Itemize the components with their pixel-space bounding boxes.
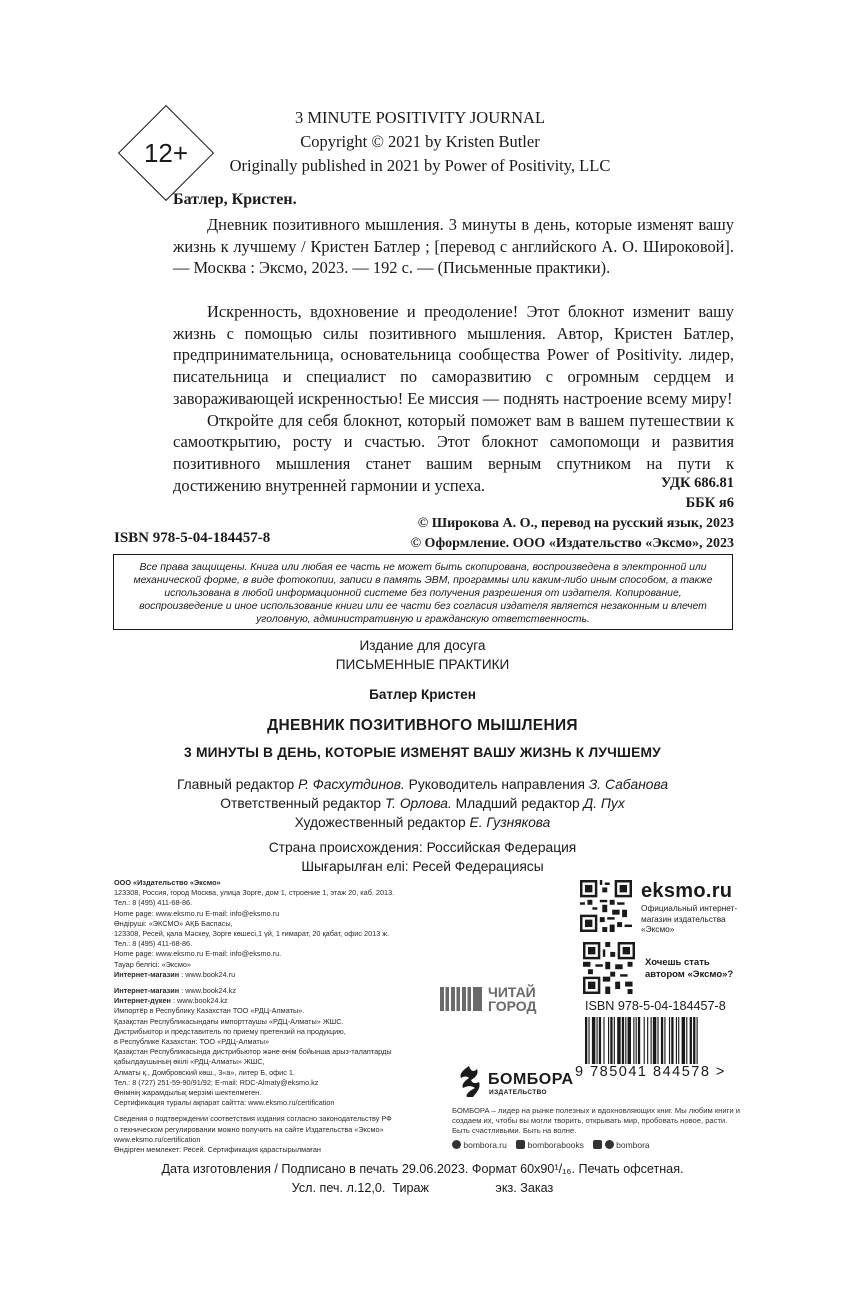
bombora-logo-sub: ИЗДАТЕЛЬСТВО [489, 1089, 548, 1096]
bombora-socials [452, 1140, 650, 1150]
imprint-conformity-2: о техническом регулировании можно получить на сайте Издательства «Эксмо» [114, 1124, 384, 1134]
barcode-bar [682, 1017, 685, 1069]
barcode-bar [644, 1017, 645, 1069]
social-vk[interactable]: bomborabooks [527, 1140, 584, 1150]
imprint-distributor-ru: Дистрибьютор и представитель по приему претензий на продукцию, [114, 1026, 346, 1036]
barcode-bar [653, 1017, 656, 1069]
barcode-bar [690, 1017, 692, 1069]
rights-notice-box [113, 554, 733, 630]
barcode-bar [608, 1017, 609, 1069]
responsible-editor-name: Т. Орлова. [384, 796, 452, 811]
staff-line-2 [0, 794, 845, 813]
imprint-shop-ru [114, 970, 444, 980]
catalog-entry [173, 214, 734, 279]
imprint-web-2: Home page: www.eksmo.ru E-mail: info@eksmo.ru. [114, 949, 282, 959]
bbk-code: ББК я6 [685, 495, 734, 511]
author-cta: Хочешь стать автором «Эксмо»? [645, 957, 734, 980]
imprint-validity: Өнімнің жарамдылық мерзімі шектелмеген. [114, 1088, 262, 1098]
barcode-bar [633, 1017, 634, 1069]
original-copyright: Copyright © 2021 by Kristen Butler [300, 132, 540, 151]
barcode-bar [614, 1017, 615, 1069]
eksmo-site-label: eksmo.ru [641, 880, 733, 902]
barcode-bar [625, 1017, 626, 1069]
imprint-distributor-kz-2: қабылдаушының өкілі «РДЦ-Алматы» ЖШС, [114, 1057, 265, 1067]
imprint-address-kz: 123308, Ресей, қала Мәскеу, Зорге көшесі,1 үй, 1 ғимарат, 20 қабат, офис 2013 ж. [114, 929, 390, 939]
shop2-label: Интернет-магазин [114, 986, 180, 996]
shop3-value: : www.book24.kz [170, 996, 228, 1006]
bombora-logo-text: БОМБОРА [488, 1071, 574, 1088]
social-messengers[interactable]: bombora [616, 1140, 650, 1150]
bombora-desc: БОМБОРА – лидер на рынке полезных и вдохновляющих книг. Мы любим книги и создаем их, чтобы вы могли творить, открывать мир, пробовать новое, расти. Быть счастливыми. Быть на волне. [452, 1106, 740, 1135]
copyright-design: © Оформление. ООО «Издательство «Эксмо», 2023 [410, 536, 734, 551]
shop3-label: Интернет-дүкен [114, 996, 171, 1006]
imprint-origin-kz: Өндірген мемлекет: Ресей. Сертификация қарастырылмаған [114, 1145, 321, 1155]
imprint-manufacturer-kz: Өндіруші: «ЭКСМО» АҚБ Баспасы, [114, 918, 233, 928]
imprint-address-almaty: Алматы қ., Домбровский көш., 3«а», литер Б, офис 1. [114, 1067, 296, 1077]
imprint-conformity-1: Сведения о подтверждении соответствия издания согласно законодательству РФ [114, 1114, 392, 1124]
art-editor-name: Е. Гузнякова [469, 815, 551, 830]
barcode-bar [664, 1017, 665, 1069]
imprint-cert-kz: Сертификация туралы ақпарат сайтта: www.eksmo.ru/certification [114, 1098, 335, 1108]
annotation [173, 301, 734, 496]
barcode-bar [651, 1017, 652, 1069]
edition-title: ДНЕВНИК ПОЗИТИВНОГО МЫШЛЕНИЯ [267, 717, 578, 734]
social-site[interactable]: bombora.ru [463, 1140, 507, 1150]
imprint-distributor-ru-2: в Республике Казахстан: ТОО «РДЦ-Алматы» [114, 1037, 270, 1047]
country-origin-kz: Шығарылған елі: Ресей Федерациясы [301, 859, 544, 874]
original-publisher: Originally published in 2021 by Power of Positivity, LLC [229, 156, 611, 175]
telegram-icon [605, 1140, 614, 1149]
barcode-bar [636, 1017, 637, 1069]
shop2-value: : www.book24.kz [179, 986, 236, 996]
responsible-editor-label: Ответственный редактор [220, 796, 382, 811]
catalog-entry-text: Дневник позитивного мышления. 3 минуты в день, которые изменят вашу жизнь к лучшему / Кристен Батлер ; [перевод с английского А. О. Широковой]. — Москва : Эксмо, 2023. — 192 с. — (Письменные практики). [173, 215, 734, 278]
print-info-line-2: Усл. печ. л.12,0. Тираж экз. Заказ [291, 1181, 554, 1195]
udk-code: УДК 686.81 [660, 475, 734, 491]
edition-subtitle: 3 МИНУТЫ В ДЕНЬ, КОТОРЫЕ ИЗМЕНЯТ ВАШУ ЖИЗНЬ К ЛУЧШЕМУ [184, 745, 661, 760]
annotation-paragraph-2: Откройте для себя блокнот, который поможет вам в вашем путешествии к самооткрытию, росту и счастью. Этот блокнот самопомощи и развития позитивного мышления станет вашим верным спутником на пути к достижению внутренней гармонии и успеха. [173, 410, 734, 495]
author-qr-code [583, 942, 635, 994]
imprint-importer-kz: Қазақстан Республикасындағы импорттаушы «РДЦ-Алматы» ЖШС. [114, 1016, 344, 1026]
imprint-tel-2: Тел.: 8 (495) 411-68-86. [114, 939, 193, 949]
imprint-shop-kz [114, 986, 444, 996]
shop-value: : www.book24.ru [179, 969, 236, 979]
art-editor-label: Художественный редактор [294, 815, 466, 830]
bombora-logo-icon [453, 1064, 485, 1098]
country-origin-ru: Страна происхождения: Российская Федерация [268, 840, 577, 855]
barcode-bar [676, 1017, 677, 1069]
original-edition-info [220, 106, 620, 178]
vk-icon [516, 1140, 525, 1149]
rights-notice-text: Все права защищены. Книга или любая ее часть не может быть скопирована, воспроизведена в электронной или механической форме, в виде фотокопии, записи в память ЭВМ, программы или каким-либо иным способом, а также использована в любой информационной системе без получения разрешения от издателя. Копирование, воспроизведение и иное использование книги или ее части без согласия издателя является незаконным и влечет уголовную, административную и гражданскую ответственность. [133, 562, 713, 625]
barcode-bar [669, 1017, 670, 1069]
junior-editor-name: Д. Пух [583, 796, 625, 811]
barcode-bar [617, 1017, 620, 1069]
barcode-isbn: ISBN 978-5-04-184457-8 [585, 999, 726, 1013]
barcode-bar [693, 1017, 695, 1069]
junior-editor-label: Младший редактор [455, 796, 580, 811]
edition-series: ПИСЬМЕННЫЕ ПРАКТИКИ [335, 657, 510, 672]
barcode-bar [686, 1017, 687, 1069]
imprint-address-ru: 123308, Россия, город Москва, улица Зорге, дом 1, строение 1, этаж 20, каб. 2013. [114, 888, 395, 898]
barcode-digits: 9 785041 844578 > [575, 1064, 726, 1080]
annotation-paragraph-1: Искренность, вдохновение и преодоление! Этот блокнот изменит вашу жизнь с помощью силы позитивного мышления. Автор, Кристен Батлер, предпринимательница, основательница сообщества Power of Positivity. лидер, писательница и специалист по саморазвитию с огромным сердцем и завораживающей искренностью! Ее миссия — поднять настроение всему миру! [173, 302, 734, 408]
original-title: 3 MINUTE POSITIVITY JOURNAL [294, 108, 546, 127]
barcode-bar [678, 1017, 679, 1069]
barcode-bar [610, 1017, 612, 1069]
imprint-conformity-url: www.eksmo.ru/certification [114, 1134, 201, 1144]
barcode-bar [597, 1017, 598, 1069]
edition-author: Батлер Кристен [369, 687, 476, 702]
age-rating-badge [116, 103, 216, 203]
chitai-gorod-logo-icon [440, 985, 484, 1013]
barcode-bar [592, 1017, 595, 1069]
isbn-main: ISBN 978-5-04-184457-8 [114, 530, 271, 546]
staff-line-3 [0, 813, 845, 832]
imprint-distributor-kz: Қазақстан Республикасында дистрибьютор және өнім бойынша арыз-талаптарды [114, 1047, 392, 1057]
imprint-importer-ru: Импортёр в Республику Казахстан ТОО «РДЦ-Алматы». [114, 1006, 305, 1016]
globe-icon [452, 1140, 461, 1149]
shop-label: Интернет-магазин [114, 969, 180, 979]
eksmo-qr-code [580, 880, 632, 932]
imprint-tel-almaty: Тел.: 8 (727) 251-59-90/91/92; E-mail: RDC-Almaty@eksmo.kz [114, 1077, 319, 1087]
messenger-icon [593, 1140, 602, 1149]
barcode-bar [661, 1017, 663, 1069]
imprint-web-1: Home page: www.eksmo.ru E-mail: info@eksmo.ru [114, 908, 280, 918]
barcode-bar [647, 1017, 648, 1069]
print-info-line-1: Дата изготовления / Подписано в печать 29.06.2023. Формат 60х90¹/₁₆. Печать офсетная. [161, 1162, 684, 1176]
barcode-bar [671, 1017, 673, 1069]
imprint-block [114, 878, 444, 1155]
imprint-shop-kz-2 [114, 996, 444, 1006]
eksmo-desc: Официальный интернет-магазин издательства «Эксмо» [641, 903, 738, 934]
barcode-bar [657, 1017, 658, 1069]
classification-codes [534, 473, 734, 513]
imprint-publisher: ООО «Издательство «Эксмо» [114, 878, 221, 887]
copyright-translation: © Широкова А. О., перевод на русский язык, 2023 [417, 516, 734, 531]
chief-editor-label: Главный редактор [176, 777, 295, 792]
age-rating-text: 12+ [143, 138, 189, 168]
barcode-bar [603, 1017, 604, 1069]
edition-type: Издание для досуга [359, 638, 486, 653]
staff-line-1 [0, 775, 845, 794]
direction-head-name: З. Сабанова [588, 777, 669, 792]
imprint-trademark: Тауар белгісі: «Эксмо» [114, 959, 191, 969]
chitai-gorod-logo-text: ЧИТАЙ ГОРОД [488, 984, 537, 1014]
barcode-bar [622, 1017, 624, 1069]
barcode-bar [599, 1017, 601, 1069]
chief-editor-name: Р. Фасхутдинов. [298, 777, 405, 792]
copyright-notices [374, 514, 734, 554]
imprint-tel-1: Тел.: 8 (495) 411-68-86. [114, 898, 193, 908]
barcode-bar [628, 1017, 631, 1069]
catalog-author: Батлер, Кристен. [173, 191, 297, 208]
direction-head-label: Руководитель направления [408, 777, 585, 792]
